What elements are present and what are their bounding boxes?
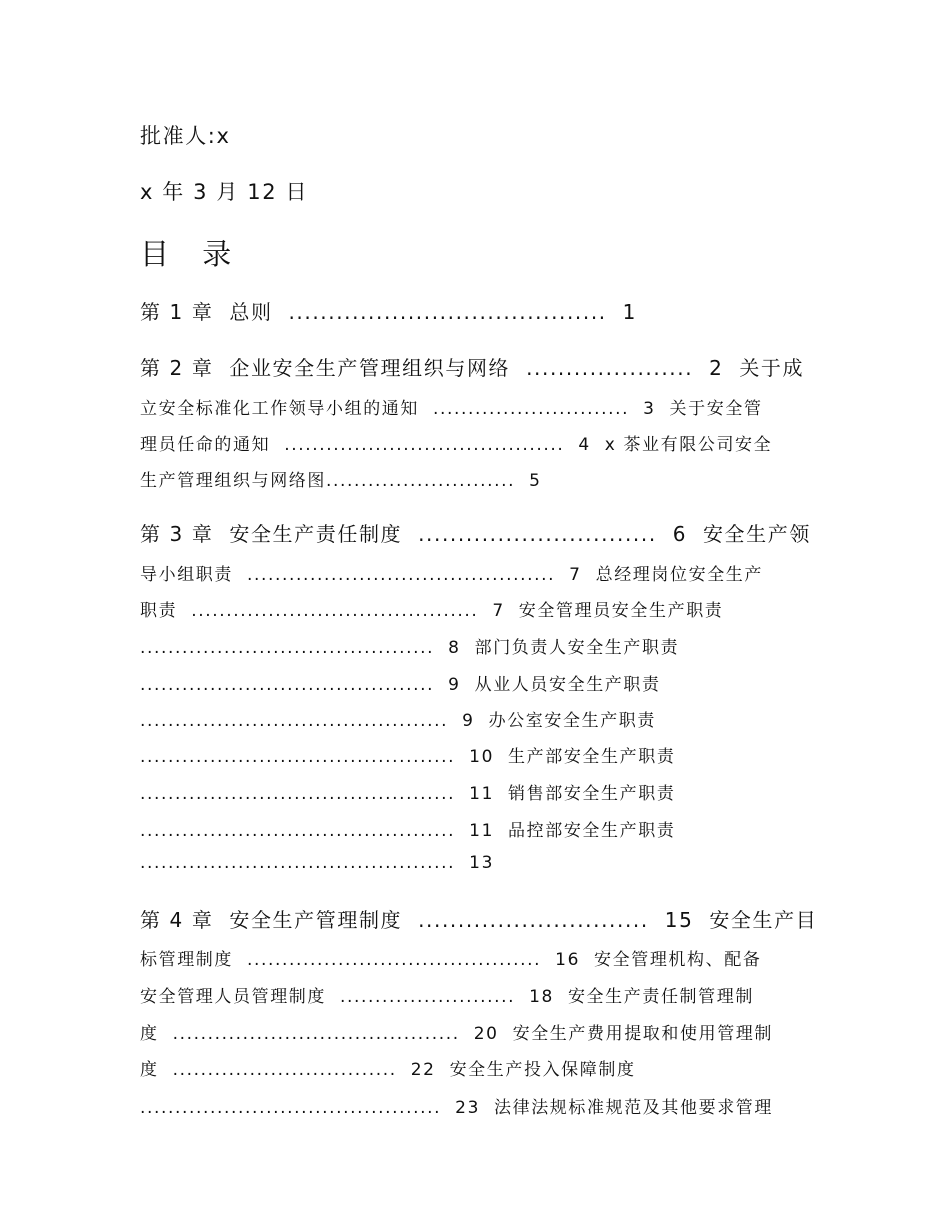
toc-line: 安全管理人员管理制度 ......................... 18 安全生产责任制管理制 (140, 987, 754, 1007)
toc-line: 职责 ......................................... 7 安全管理员安全生产职责 (140, 601, 724, 621)
date-line: x 年 3 月 12 日 (140, 180, 309, 204)
toc-line: ............................................. 13 (140, 853, 495, 873)
toc-line: ............................................. 11 品控部安全生产职责 (140, 821, 676, 841)
toc-line: 导小组职责 ............................................ 7 总经理岗位安全生产 (140, 565, 764, 585)
toc-line: ........................................... 23 法律法规标准规范及其他要求管理 (140, 1098, 774, 1118)
toc-line: 度 ................................ 22 安全生产投入保障制度 (140, 1060, 636, 1080)
toc-line: .......................................... 8 部门负责人安全生产职责 (140, 638, 680, 658)
approver-line: 批准人:x (140, 124, 231, 148)
toc-line: 第 2 章 企业安全生产管理组织与网络 ..................... 2 关于成 (140, 356, 805, 380)
toc-line: 理员任命的通知 ........................................ 4 x 茶业有限公司安全 (140, 435, 773, 455)
toc-line: 第 4 章 安全生产管理制度 ............................. 15 安全生产目 (140, 908, 818, 932)
toc-line: .......................................... 9 从业人员安全生产职责 (140, 675, 661, 695)
toc-line: ............................................. 10 生产部安全生产职责 (140, 747, 676, 767)
toc-line: ............................................. 11 销售部安全生产职责 (140, 784, 676, 804)
toc-line: 标管理制度 .......................................... 16 安全管理机构、配备 (140, 950, 762, 970)
toc-line: 度 ......................................... 20 安全生产费用提取和使用管理制 (140, 1024, 774, 1044)
toc-line: 第 1 章 总则 ........................................ 1 (140, 300, 638, 324)
toc-line: ............................................ 9 办公室安全生产职责 (140, 711, 656, 731)
toc-line: 立安全标准化工作领导小组的通知 ............................ 3 关于安全管 (140, 399, 763, 419)
toc-line: 生产管理组织与网络图........................... 5 (140, 471, 542, 491)
toc-title: 目 录 (140, 237, 244, 271)
toc-line: 第 3 章 安全生产责任制度 .............................. 6 安全生产领 (140, 522, 811, 546)
